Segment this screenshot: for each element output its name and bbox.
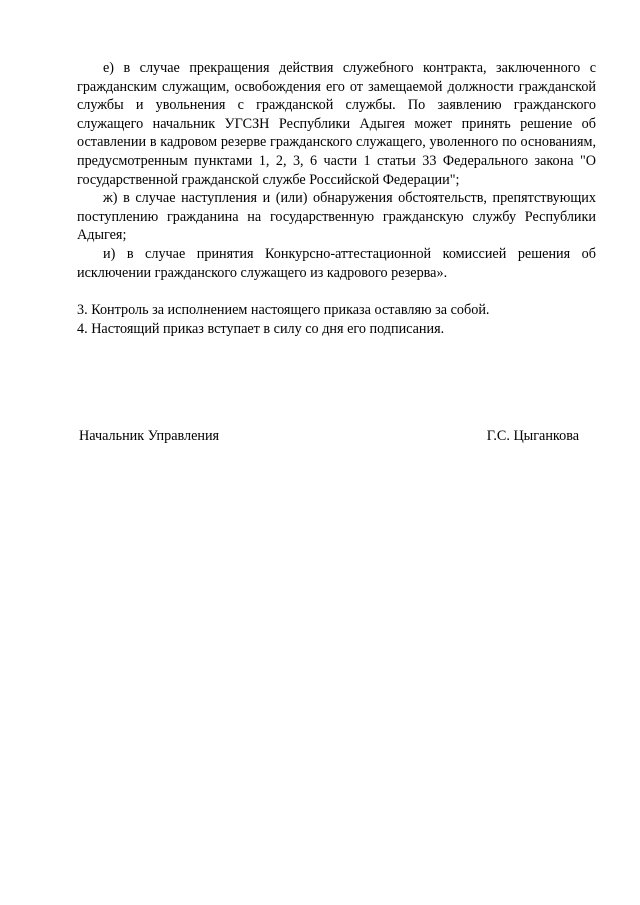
paragraph-spacer [77,282,596,301]
paragraph-item-zh: ж) в случае наступления и (или) обнаружения обстоятельств, препятствующих поступлению гражданина на государственную гражданскую службу Республики Адыгея; [77,190,596,244]
numbered-item-4: 4. Настоящий приказ вступает в силу со дня его подписания. [77,320,445,337]
paragraph-item-e: е) в случае прекращения действия служебного контракта, заключенного с гражданским служащим, освобождения его от замещаемой должности гражданской службы и увольнения с гражданской службы. По заявлению гражданского служащего начальник УГСЗН Республики Адыгея может принять решение об оставлении в кадровом резерве гражданского служащего, уволенного по основаниям, предусмотренным пунктами 1, 2, 3, 6 части 1 статьи 33 Федерального закона "О государственной гражданской службе Российской Федерации"; [77,60,596,188]
document-body [77,59,596,338]
signatory-name: Г.С. Цыганкова [486,428,579,444]
paragraph-item-i: и) в случае принятия Конкурсно-аттестационной комиссией решения об исключении гражданского служащего из кадрового резерва». [77,245,596,281]
numbered-item-3: 3. Контроль за исполнением настоящего приказа оставляю за собой. [77,302,490,319]
signatory-title: Начальник Управления [79,428,220,444]
